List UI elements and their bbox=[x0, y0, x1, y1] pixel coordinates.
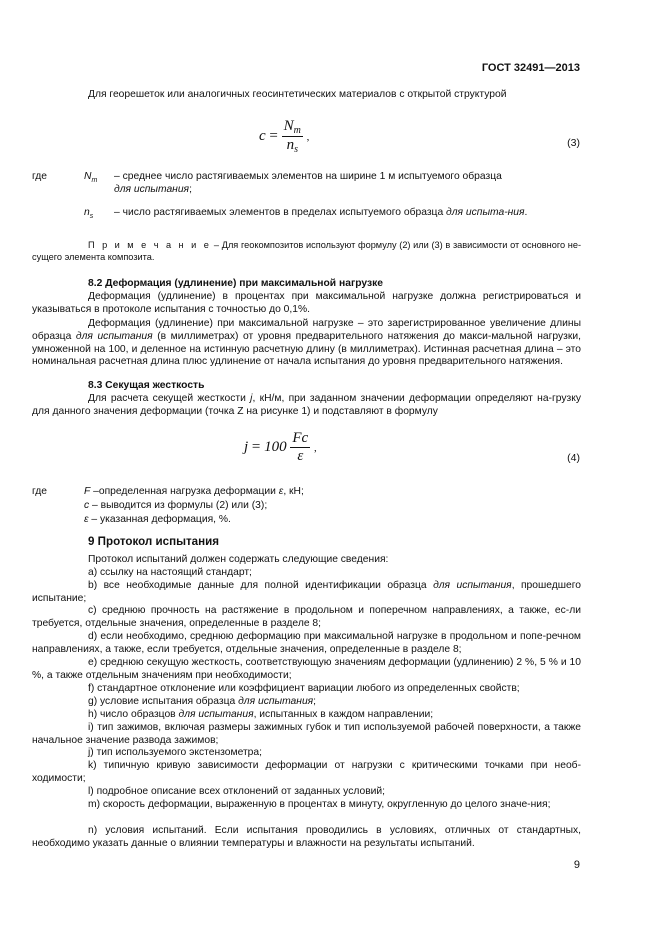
eq3-lhs: c bbox=[259, 127, 266, 144]
def-text: среднее число растягиваемых элементов на ширине 1 м испытуемого образца bbox=[122, 171, 502, 182]
where-label-2: где bbox=[32, 486, 48, 497]
s9-item-d: d) если необходимо, среднюю деформацию при максимальной нагрузке в продольном и попе-речном направлениях, а также, если требуется, отдельные значения, определенные в разделе 8; bbox=[32, 631, 581, 655]
s9-item-f: f) стандартное отклонение или коэффициент вариации любого из определенных свойств; bbox=[88, 683, 520, 694]
def-sym: N bbox=[84, 171, 92, 182]
s9-b1: b) все необходимые данные для полной идентификации образца bbox=[88, 580, 434, 591]
s9-intro: Протокол испытаний должен содержать следующие сведения: bbox=[88, 554, 389, 565]
eq3-num-var: N bbox=[283, 118, 294, 134]
document-code: ГОСТ 32491—2013 bbox=[481, 62, 580, 74]
eq4-equals: = bbox=[251, 438, 261, 455]
def-dash: – bbox=[114, 171, 120, 182]
eq3-number: (3) bbox=[567, 137, 580, 149]
note bbox=[32, 240, 581, 263]
def-italic: для испытания bbox=[114, 183, 190, 195]
page-number: 9 bbox=[573, 859, 580, 871]
eq3-denominator bbox=[282, 137, 303, 155]
equation-3 bbox=[259, 118, 309, 155]
def-c bbox=[84, 500, 267, 513]
note-text: – Для геокомпозитов используют формулу (2) или (3) в зависимости от основного не-сущего элемента композита. bbox=[32, 240, 581, 262]
eq4-coef: 100 bbox=[264, 438, 287, 455]
where-label: где bbox=[32, 171, 48, 182]
s9-g1: g) условие испытания образца bbox=[88, 696, 239, 707]
def-sym: n bbox=[84, 207, 90, 218]
section-8-2-p2 bbox=[32, 318, 581, 369]
s9-item-b bbox=[32, 580, 581, 606]
eq3-num-sub: m bbox=[293, 125, 301, 136]
section-9-heading: 9 Протокол испытания bbox=[88, 535, 220, 548]
def-italic: для испыта-ния bbox=[446, 207, 525, 218]
eq3-equals: = bbox=[269, 127, 278, 144]
s9-h1: h) число образцов bbox=[88, 709, 179, 720]
def-eps-text: – указанная деформация, %. bbox=[88, 514, 231, 525]
def-symbol-nm bbox=[84, 171, 97, 188]
s83-p1-italic: j bbox=[250, 393, 253, 404]
s9-item-e: е) среднюю секущую жесткость, соответствующую значениям деформации (удлинению) 2 %, 5 % и 10 %, а также отдельным значениям при необходимости; bbox=[32, 657, 581, 681]
eq4-tail: , bbox=[313, 441, 317, 454]
def-sub: s bbox=[89, 213, 94, 220]
s9-h2: , испытанных в каждом направлении; bbox=[253, 709, 434, 720]
section-8-2-p1: Деформация (удлинение) в процентах при максимальной нагрузке должна регистрироваться и указываться в протоколе испытания с точностью до 0,1%. bbox=[32, 291, 581, 315]
def-f-end: , кН; bbox=[283, 486, 304, 497]
eq4-denominator: ε bbox=[297, 448, 304, 464]
def-f bbox=[84, 486, 304, 499]
eq4-lhs: j bbox=[244, 438, 249, 455]
eq3-den-var: n bbox=[286, 137, 295, 153]
eq3-tail: , bbox=[306, 130, 310, 143]
s9-b-italic: для испытания bbox=[433, 580, 512, 591]
def-eps bbox=[84, 514, 231, 527]
s9-g-italic: для испытания bbox=[238, 696, 314, 707]
s9-item-n: n) условия испытаний. Если испытания проводились в условиях, отличных от стандартных, необходимо указать данные о влиянии температуры и влажности на результаты испытаний. bbox=[32, 825, 581, 849]
s9-item-k: k) типичную кривую зависимости деформации от нагрузки с критическими точками при необ-ходимости; bbox=[32, 760, 581, 784]
s9-item-g bbox=[32, 696, 581, 709]
s9-item-c: c) среднюю прочность на растяжение в продольном и поперечном направлениях, а также, ес-ли требуется, отдельные значения, определенные в разделе 8; bbox=[32, 605, 581, 629]
section-8-3-heading: 8.3 Секущая жесткость bbox=[88, 380, 205, 391]
s82-p2a: Деформация (удлинение) при максимальной нагрузке – это зарегистрированное увеличение длины образца bbox=[32, 318, 581, 342]
eq4-numerator: Fc bbox=[292, 430, 309, 446]
s9-h-italic: для испытания bbox=[178, 709, 254, 720]
s9-g2: ; bbox=[313, 696, 317, 707]
def-f-sym: F bbox=[84, 486, 91, 497]
s82-p2-italic: для испытания bbox=[75, 330, 153, 342]
s9-item-h bbox=[32, 709, 581, 722]
s83-p1a: Для расчета секущей жесткости bbox=[88, 393, 251, 404]
intro-paragraph: Для георешеток или аналогичных геосинтетических материалов с открытой структурой bbox=[88, 89, 507, 100]
eq4-number: (4) bbox=[567, 452, 580, 464]
def-c-sym: c bbox=[84, 500, 90, 511]
s9-b2: , прошедшего испытание; bbox=[32, 580, 582, 604]
def-end: . bbox=[524, 207, 528, 218]
def-text: число растягиваемых элементов в пределах испытуемого образца bbox=[122, 207, 444, 218]
s9-item-i: i) тип зажимов, включая размеры зажимных губок и тип используемой рабочей поверхности, а также начальное значение развода зажимов; bbox=[32, 722, 581, 746]
eq3-den-sub: s bbox=[294, 144, 298, 155]
def-symbol-ns bbox=[84, 207, 93, 224]
def-f-eps: ε bbox=[278, 486, 284, 497]
eq4-fraction bbox=[290, 430, 310, 465]
section-8-2-heading: 8.2 Деформация (удлинение) при максимальной нагрузке bbox=[88, 278, 383, 289]
def-c-text: – выводится из формулы (2) или (3); bbox=[89, 500, 268, 511]
def-text-nm bbox=[114, 171, 580, 197]
s9-item-m: m) скорость деформации, выраженную в процентах в минуту, округленную до целого значе-ния; bbox=[88, 799, 551, 810]
s9-item-j: j) тип используемого экстензометра; bbox=[88, 747, 262, 758]
s9-item-a: а) ссылку на настоящий стандарт; bbox=[88, 567, 252, 578]
def-sub: m bbox=[91, 177, 98, 184]
equation-4 bbox=[244, 430, 317, 465]
section-8-3-p1 bbox=[32, 393, 581, 419]
s9-item-l: l) подробное описание всех отклонений от заданных условий; bbox=[88, 786, 386, 797]
def-text-ns bbox=[114, 207, 580, 220]
eq3-fraction bbox=[282, 118, 303, 155]
eq3-numerator bbox=[282, 118, 303, 137]
def-end: ; bbox=[189, 183, 192, 195]
note-label: П р и м е ч а н и е bbox=[88, 240, 212, 250]
s82-p2b: (в миллиметрах) от уровня предварительного натяжения до макси-мальной нагрузки, умноженной на 100, и деленное на истинную расчетную длину (в миллиметрах). Истинная расчетная длина – это номинальная расчетная длина плюс удлинение от начала испытания до уровня предварительного натяжения. bbox=[32, 330, 581, 368]
def-eps-sym: ε bbox=[84, 514, 89, 525]
s83-p1b: , кН/м, при заданном значении деформации определяют на-грузку для данного значения деформации (точка Z на рисунке 1) и подставляют в формулу bbox=[32, 393, 581, 417]
def-f-text: –определенная нагрузка деформации bbox=[90, 486, 279, 497]
def-dash: – bbox=[114, 207, 120, 218]
